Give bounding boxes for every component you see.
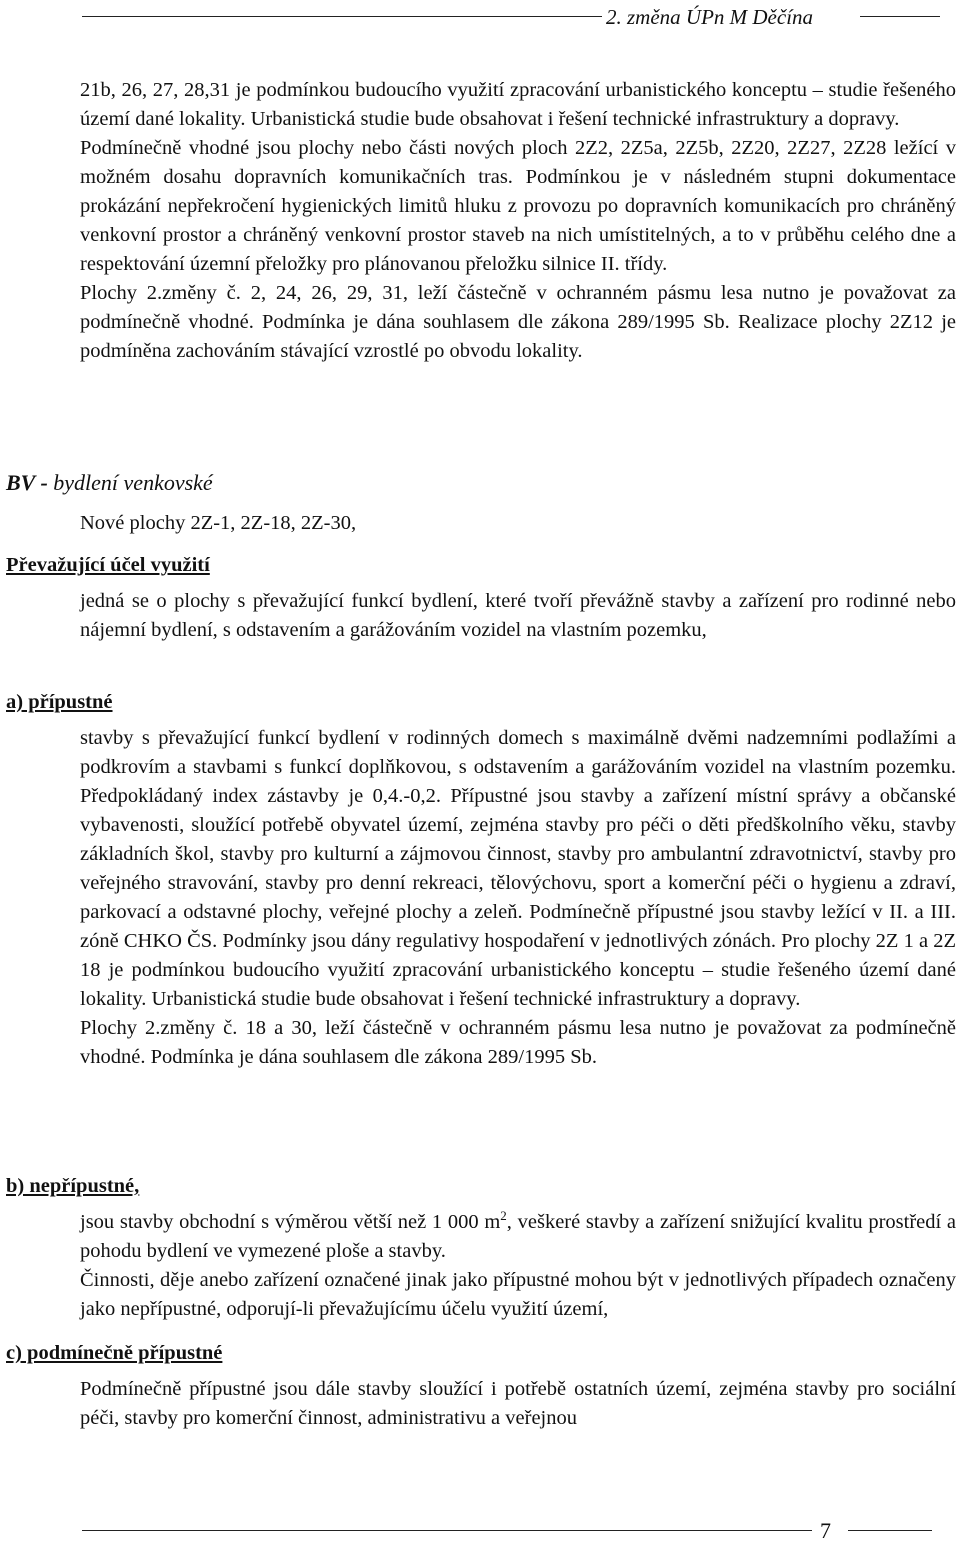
intro-paragraph-3: Plochy 2.změny č. 2, 24, 26, 29, 31, leží částečně v ochranném pásmu lesa nutno je považovat za podmínečně vhodné. Podmínka je dána souhlasem dle zákona 289/1995 Sb. Realizace plochy 2Z12 je podmíněna zachováním stávající vzrostlé po obvodu lokality.	[80, 282, 956, 362]
running-header: 2. změna ÚPn M Děčína	[606, 5, 814, 29]
page-number: 7	[820, 1518, 831, 1543]
header-rule-right	[860, 16, 940, 17]
intro-paragraph-1: 21b, 26, 27, 28,31 je podmínkou budoucího využití zpracování urbanistického konceptu – studie řešeného území dané lokality. Urbanistická studie bude obsahovat i řešení technické infrastruktury a dopravy.	[80, 79, 956, 130]
main-purpose-text: jedná se o plochy s převažující funkcí bydlení, které tvoří převážně stavby a zařízení pro rodinné nebo nájemní bydlení, s odstavením a garážováním vozidel na vlastním pozemku,	[80, 590, 956, 641]
intro-block	[80, 76, 956, 366]
permitted-paragraph-1: stavby s převažující funkcí bydlení v rodinných domech s maximálně dvěmi nadzemními podlažími a podkrovím a stavbami s funkcí doplňkovou, s odstavením a garážováním vozidel na vlastním pozemku. Předpokládaný index zástavby je 0,4.-0,2. Přípustné jsou stavby a zařízení místní správy a občanské vybavenosti, sloužící potřebě obyvatel území, zejména stavby pro péči o děti předškolního věku, stavby základních škol, stavby pro kulturní a zájmovou činnost, stavby pro ambulantní zdravotnictví, stavby pro veřejného stravování, stavby pro denní rekreaci, tělovýchovu, sport a komerční péči o hygienu a zdraví, parkovací a odstavné plochy, veřejné plochy a zeleň. Podmínečně přípustné jsou stavby ležící v II. a III. zóně CHKO ČS. Podmínky jsou dány regulativy hospodaření v jednotlivých zónách. Pro plochy 2Z 1 a 2Z 18 je podmínkou budoucího využití zpracování urbanistického konceptu – studie řešeného území dané lokality. Urbanistická studie bude obsahovat i řešení technické infrastruktury a dopravy.	[80, 727, 956, 1010]
permitted-heading: a) přípustné	[6, 691, 113, 713]
footer-rule-left	[82, 1530, 812, 1531]
bv-heading	[6, 470, 213, 496]
not-permitted-heading: b) nepřípustné,	[6, 1175, 140, 1197]
not-permitted-block	[80, 1208, 956, 1324]
permitted-paragraph-2: Plochy 2.změny č. 18 a 30, leží částečně v ochranném pásmu lesa nutno je považovat za podmínečně vhodné. Podmínka je dána souhlasem dle zákona 289/1995 Sb.	[80, 1017, 956, 1068]
header-rule-left	[82, 16, 602, 17]
intro-paragraph-2: Podmínečně vhodné jsou plochy nebo části nových ploch 2Z2, 2Z5a, 2Z5b, 2Z20, 2Z27, 2Z28 ležící v možném dosahu dopravních komunikačních tras. Podmínkou je v následném stupni dokumentace prokázání nepřekročení hygienických limitů hluku z provozu po dopravních komunikacích pro chráněný venkovní prostor a chráněný venkovní prostor staveb na nich umístitelných, a to v průběhu celého dne a respektování územní přeložky pro plánovanou přeložku silnice II. třídy.	[80, 137, 956, 275]
main-purpose-heading: Převažující účel využití	[6, 554, 210, 576]
not-permitted-paragraph-2: Činnosti, děje anebo zařízení označené jinak jako přípustné mohou být v jednotlivých případech označeny jako nepřípustné, odporují-li převažujícímu účelu využití území,	[80, 1269, 956, 1320]
conditional-text: Podmínečně přípustné jsou dále stavby sloužící i potřebě ostatních území, zejména stavby pro sociální péči, stavby pro komerční činnost, administrativu a veřejnou	[80, 1378, 956, 1429]
superscript-2: 2	[500, 1208, 507, 1224]
bv-code: BV -	[6, 470, 48, 495]
not-permitted-paragraph-1: jsou stavby obchodní s výměrou větší než 1 000 $m^2$, veškeré stavby a zařízení snižující kvalitu prostředí a pohodu bydlení ve vymezené ploše a stavby.	[80, 1208, 957, 1262]
permitted-block	[80, 724, 956, 1072]
conditional-heading: c) podmínečně přípustné	[6, 1342, 223, 1364]
bv-new-plots: Nové plochy 2Z-1, 2Z-18, 2Z-30,	[80, 512, 357, 534]
footer-rule-right	[848, 1530, 932, 1531]
bv-name: bydlení venkovské	[53, 470, 213, 495]
